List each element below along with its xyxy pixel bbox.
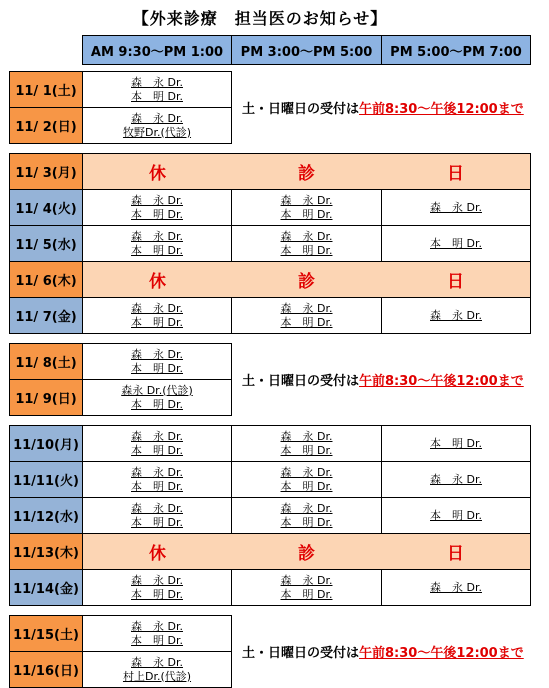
- pm1-cell: [231, 569, 382, 606]
- date-cell: 11/13(木): [9, 533, 83, 570]
- doctor-name: 本 明 Dr.: [430, 436, 482, 450]
- pm1-cell: [231, 189, 382, 226]
- doctor-name: 本 明 Dr.: [131, 633, 183, 647]
- doctor-name: 森 永 Dr.: [280, 465, 333, 479]
- doctor-name: 本 明 Dr.: [131, 361, 183, 375]
- date-cell: 11/ 2(日): [9, 107, 83, 144]
- am-cell: [82, 461, 232, 498]
- am-cell: [82, 343, 232, 380]
- am-cell: [82, 651, 232, 688]
- date-cell: 11/ 7(金): [9, 297, 83, 334]
- date-cell: 11/16(日): [9, 651, 83, 688]
- pm2-cell: [381, 497, 531, 534]
- am-cell: [82, 189, 232, 226]
- doctor-name: 森 永 Dr.: [131, 465, 183, 479]
- am-cell: [82, 71, 232, 108]
- holiday-row: [82, 261, 531, 298]
- date-cell: 11/14(金): [9, 569, 83, 606]
- doctor-name: 森 永 Dr.: [280, 301, 333, 315]
- am-cell: [82, 297, 232, 334]
- header-am: AM 9:30〜PM 1:00: [82, 35, 232, 65]
- doctor-name: 本 明 Dr.: [131, 397, 183, 411]
- doctor-name: 本 明 Dr.: [280, 243, 333, 257]
- doctor-name: 森 永 Dr.: [131, 655, 183, 669]
- doctor-name: 本 明 Dr.: [131, 243, 183, 257]
- pm2-cell: [381, 225, 531, 262]
- am-cell: [82, 425, 232, 462]
- doctor-name: 牧野Dr.(代診): [122, 125, 192, 139]
- note-prefix: 土・日曜日の受付は: [242, 646, 360, 661]
- doctor-name: 森 永 Dr.: [131, 573, 183, 587]
- doctor-name: 森 永 Dr.: [131, 111, 183, 125]
- weekend-reception-note: [242, 642, 524, 661]
- doctor-name: 本 明 Dr.: [280, 207, 333, 221]
- date-cell: 11/11(火): [9, 461, 83, 498]
- doctor-name: 森 永 Dr.: [430, 308, 482, 322]
- pm1-cell: [231, 297, 382, 334]
- am-cell: [82, 225, 232, 262]
- pm2-cell: [381, 297, 531, 334]
- am-cell: [82, 379, 232, 416]
- doctor-name: 本 明 Dr.: [280, 315, 333, 329]
- doctor-name: 森 永 Dr.: [430, 200, 482, 214]
- doctor-name: 森 永 Dr.: [131, 619, 183, 633]
- note-time: 午前8:30〜午後12:00まで: [359, 102, 524, 117]
- holiday-char: 日: [447, 544, 464, 564]
- doctor-name: 本 明 Dr.: [430, 508, 482, 522]
- holiday-char: 休: [149, 272, 166, 292]
- pm1-cell: [231, 497, 382, 534]
- date-cell: 11/ 5(水): [9, 225, 83, 262]
- doctor-name: 森 永 Dr.: [131, 501, 183, 515]
- weekend-reception-note: [242, 98, 524, 117]
- doctor-name: 本 明 Dr.: [280, 443, 333, 457]
- pm1-cell: [231, 225, 382, 262]
- doctor-name: 本 明 Dr.: [131, 443, 183, 457]
- doctor-name: 森 永 Dr.: [131, 347, 183, 361]
- doctor-name: 本 明 Dr.: [131, 207, 183, 221]
- note-time: 午前8:30〜午後12:00まで: [359, 646, 524, 661]
- pm2-cell: [381, 461, 531, 498]
- holiday-char: 休: [149, 544, 166, 564]
- doctor-name: 森 永 Dr.: [280, 573, 333, 587]
- doctor-name: 本 明 Dr.: [280, 479, 333, 493]
- doctor-name: 本 明 Dr.: [280, 587, 333, 601]
- doctor-name: 村上Dr.(代診): [122, 669, 192, 683]
- page-title: 【外来診療 担当医のお知らせ】: [132, 9, 388, 28]
- doctor-name: 森 永 Dr.: [430, 472, 482, 486]
- doctor-name: 本 明 Dr.: [131, 89, 183, 103]
- am-cell: [82, 569, 232, 606]
- holiday-char: 診: [298, 544, 315, 564]
- am-cell: [82, 497, 232, 534]
- date-cell: 11/ 4(火): [9, 189, 83, 226]
- weekend-reception-note: [242, 370, 524, 389]
- doctor-name: 本 明 Dr.: [430, 236, 482, 250]
- pm1-cell: [231, 461, 382, 498]
- doctor-name: 本 明 Dr.: [131, 587, 183, 601]
- doctor-name: 森 永 Dr.: [430, 580, 482, 594]
- pm1-cell: [231, 425, 382, 462]
- holiday-row: [82, 153, 531, 190]
- date-cell: 11/ 6(木): [9, 261, 83, 298]
- note-prefix: 土・日曜日の受付は: [242, 374, 360, 389]
- holiday-char: 診: [298, 272, 315, 292]
- doctor-name: 森 永 Dr.: [280, 429, 333, 443]
- header-pm1: PM 3:00〜PM 5:00: [231, 35, 382, 65]
- date-cell: 11/12(水): [9, 497, 83, 534]
- holiday-char: 日: [447, 164, 464, 184]
- pm2-cell: [381, 569, 531, 606]
- doctor-name: 森 永 Dr.: [131, 429, 183, 443]
- doctor-name: 本 明 Dr.: [131, 315, 183, 329]
- holiday-char: 日: [447, 272, 464, 292]
- date-cell: 11/15(土): [9, 615, 83, 652]
- doctor-name: 森 永 Dr.: [131, 229, 183, 243]
- holiday-char: 休: [149, 164, 166, 184]
- doctor-name: 森 永 Dr.: [280, 501, 333, 515]
- doctor-name: 本 明 Dr.: [280, 515, 333, 529]
- doctor-name: 本 明 Dr.: [131, 479, 183, 493]
- header-pm2: PM 5:00〜PM 7:00: [381, 35, 531, 65]
- am-cell: [82, 107, 232, 144]
- date-cell: 11/ 3(月): [9, 153, 83, 190]
- am-cell: [82, 615, 232, 652]
- holiday-row: [82, 533, 531, 570]
- doctor-name: 本 明 Dr.: [131, 515, 183, 529]
- date-cell: 11/ 1(土): [9, 71, 83, 108]
- doctor-name: 森 永 Dr.: [280, 193, 333, 207]
- date-cell: 11/ 8(土): [9, 343, 83, 380]
- note-time: 午前8:30〜午後12:00まで: [359, 374, 524, 389]
- pm2-cell: [381, 189, 531, 226]
- pm2-cell: [381, 425, 531, 462]
- holiday-char: 診: [298, 164, 315, 184]
- doctor-name: 森 永 Dr.: [131, 75, 183, 89]
- note-prefix: 土・日曜日の受付は: [242, 102, 360, 117]
- date-cell: 11/ 9(日): [9, 379, 83, 416]
- doctor-name: 森永 Dr.(代診): [121, 383, 193, 397]
- doctor-name: 森 永 Dr.: [280, 229, 333, 243]
- doctor-name: 森 永 Dr.: [131, 301, 183, 315]
- date-cell: 11/10(月): [9, 425, 83, 462]
- doctor-name: 森 永 Dr.: [131, 193, 183, 207]
